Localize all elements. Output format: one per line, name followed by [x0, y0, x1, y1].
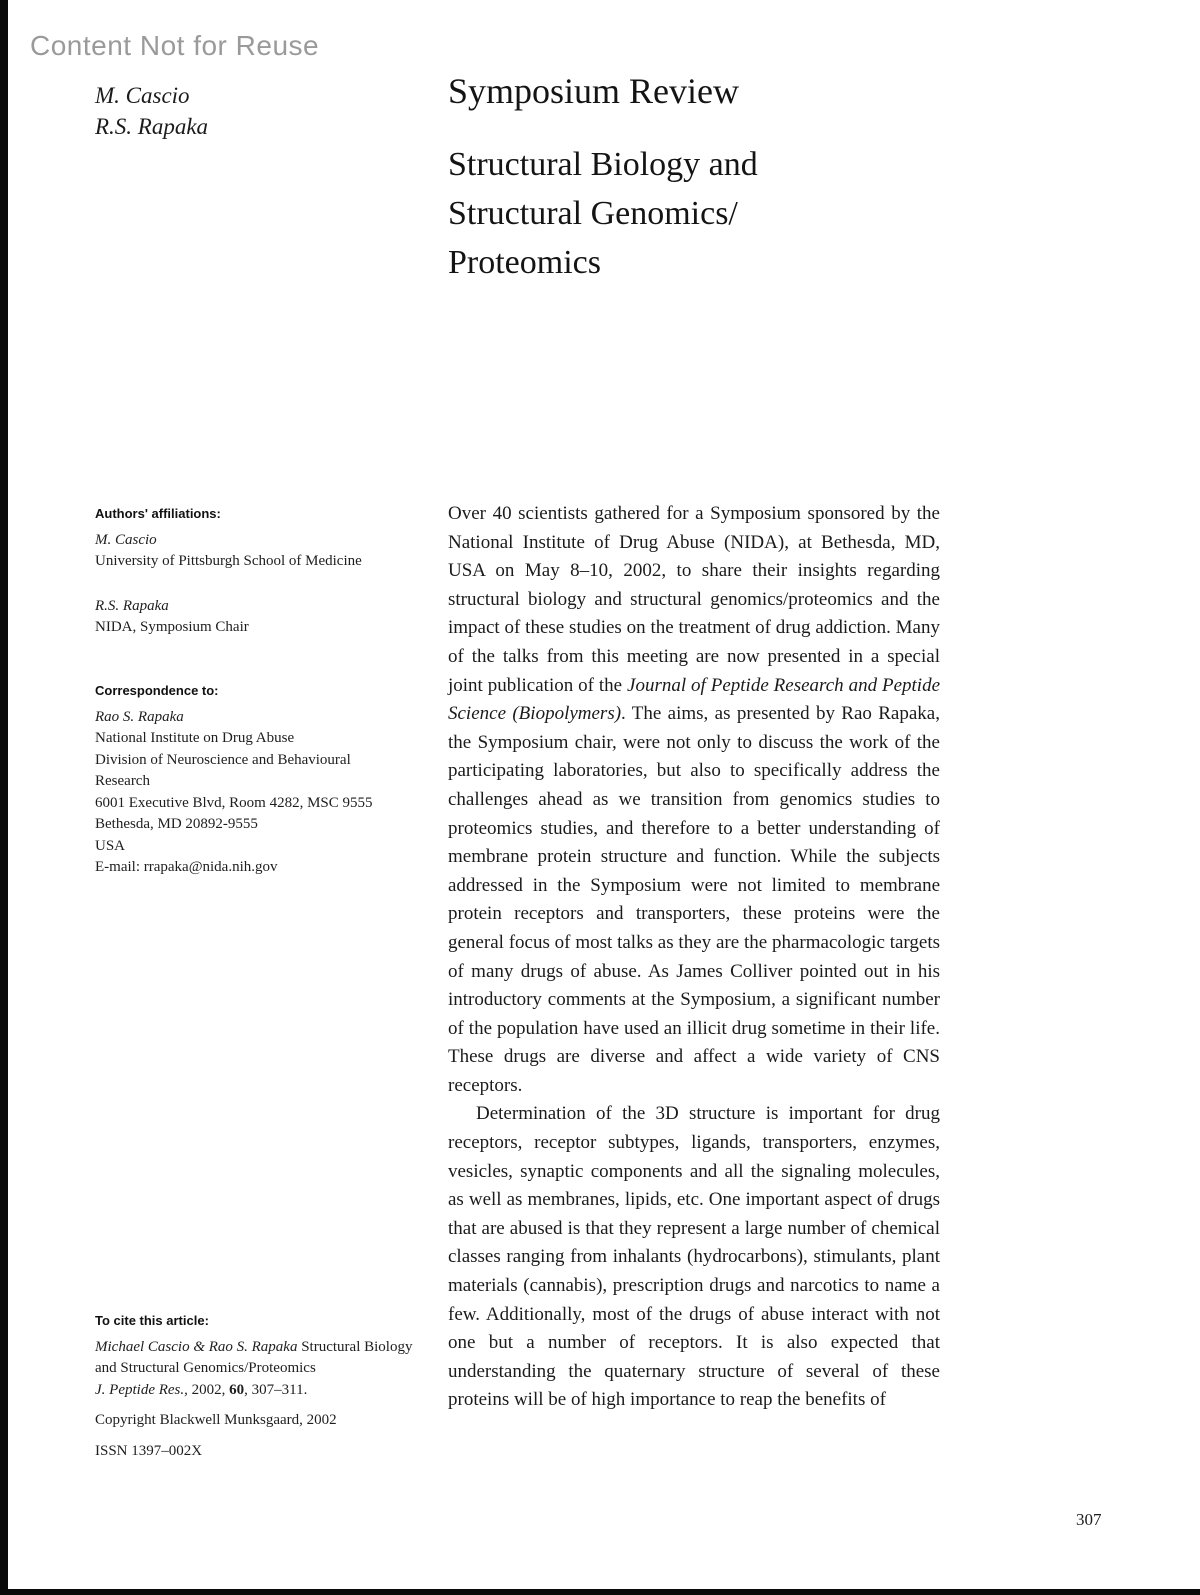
byline-author-1: M. Cascio [95, 83, 190, 108]
citation-copyright: Copyright Blackwell Munksgaard, 2002 [95, 1412, 337, 1428]
affiliation-author-1: M. Cascio [95, 531, 157, 548]
paragraph-1-journal-name: Journal of Peptide Research and Peptide Science (Biopolymers) [448, 674, 941, 725]
byline-author-2: R.S. Rapaka [95, 114, 209, 139]
correspondence-line-1: National Institute on Drug Abuse [95, 730, 295, 746]
affiliations-heading: Authors' affiliations: [95, 506, 221, 521]
citation-issn: ISSN 1397–002X [95, 1442, 203, 1459]
paragraph-1-text: Over 40 scientists gathered for a Symposium sponsored by the National Institute of Drug Abuse (NIDA), at Bethesda, MD, USA on May 8–10, 2002, to share their insights regarding structural biology and structural genomics/proteomics and the impact of these studies on the treatment of drug addiction. Many of the talks from this meeting are now presented in a special joint publication of the [448, 503, 940, 696]
affiliation-text-2: NIDA, Symposium Chair [95, 619, 249, 635]
affiliation-author-2: R.S. Rapaka [95, 597, 169, 614]
affiliations-block [95, 503, 430, 639]
correspondence-heading: Correspondence to: [95, 683, 219, 698]
correspondence-line-5: Bethesda, MD 20892-9555 [95, 816, 258, 832]
correspondence-line-6: USA [95, 837, 126, 854]
paragraph-1-text-continued: . The aims, as presented by Rao Rapaka, the Symposium chair, were not only to discuss the work of the participating laboratories, but also to specifically address the challenges ahead as we transition from genomics studies to proteomics studies, and therefore to a better understanding of membrane protein structure and function. While the subjects addressed in the Symposium were not limited to membrane protein receptors and transporters, these proteins were the general focus of most talks as they are the pharmacologic targets of many drugs of abuse. As James Colliver pointed out in his introductory comments at the Symposium, a significant number of the population have used an illicit drug sometime in their life. These drugs are diverse and affect a wide variety of CNS receptors. [448, 703, 940, 1096]
article-title-line-2: Structural Genomics/ [448, 195, 738, 232]
section-heading: Symposium Review [448, 71, 740, 111]
article-title-line-3: Proteomics [448, 244, 601, 281]
page-number: 307 [1076, 1510, 1102, 1529]
citation-block [95, 1310, 430, 1462]
affiliation-text-1: University of Pittsburgh School of Medicine [95, 553, 362, 569]
body-paragraph-1 [448, 500, 940, 1100]
byline-authors [95, 80, 208, 142]
citation-heading: To cite this article: [95, 1313, 209, 1328]
watermark-content-not-for-reuse: Content Not for Reuse [30, 30, 320, 61]
article-body [448, 500, 940, 1415]
citation-title: Structural Biology and Structural Genomics/Proteomics [95, 1338, 413, 1376]
citation-volume: 60 [229, 1381, 245, 1398]
article-title [448, 140, 758, 287]
citation-year: 2002, [187, 1381, 230, 1398]
citation-journal: J. Peptide Res., [95, 1381, 188, 1398]
correspondence-block [95, 680, 430, 879]
article-title-line-1: Structural Biology and [448, 146, 758, 183]
citation-pages: , 307–311. [244, 1381, 308, 1398]
body-paragraph-2: Determination of the 3D structure is important for drug receptors, receptor subtypes, ligands, transporters, enzymes, vesicles, synaptic components and all the signaling molecules, as well as membranes, lipids, etc. One important aspect of drugs that are abused is that they represent a large number of chemical classes ranging from inhalants (hydrocarbons), stimulants, plant materials (cannabis), prescription drugs and narcotics to name a few. Additionally, most of the drugs of abuse interact with not one but a number of receptors. It is also expected that understanding the quaternary structure of several of these proteins will be of high importance to reap the benefits of [448, 1103, 940, 1411]
citation-reference [95, 1337, 430, 1402]
correspondence-line-4: 6001 Executive Blvd, Room 4282, MSC 9555 [95, 794, 373, 811]
citation-authors: Michael Cascio & Rao S. Rapaka [95, 1338, 298, 1355]
correspondence-email: E-mail: rrapaka@nida.nih.gov [95, 859, 278, 875]
correspondence-name: Rao S. Rapaka [95, 708, 184, 725]
page-scan-edge-left [0, 0, 8, 1595]
correspondence-line-3: Research [95, 773, 150, 789]
page-scan-edge-bottom [0, 1589, 1200, 1595]
correspondence-line-2: Division of Neuroscience and Behavioural [95, 751, 351, 768]
